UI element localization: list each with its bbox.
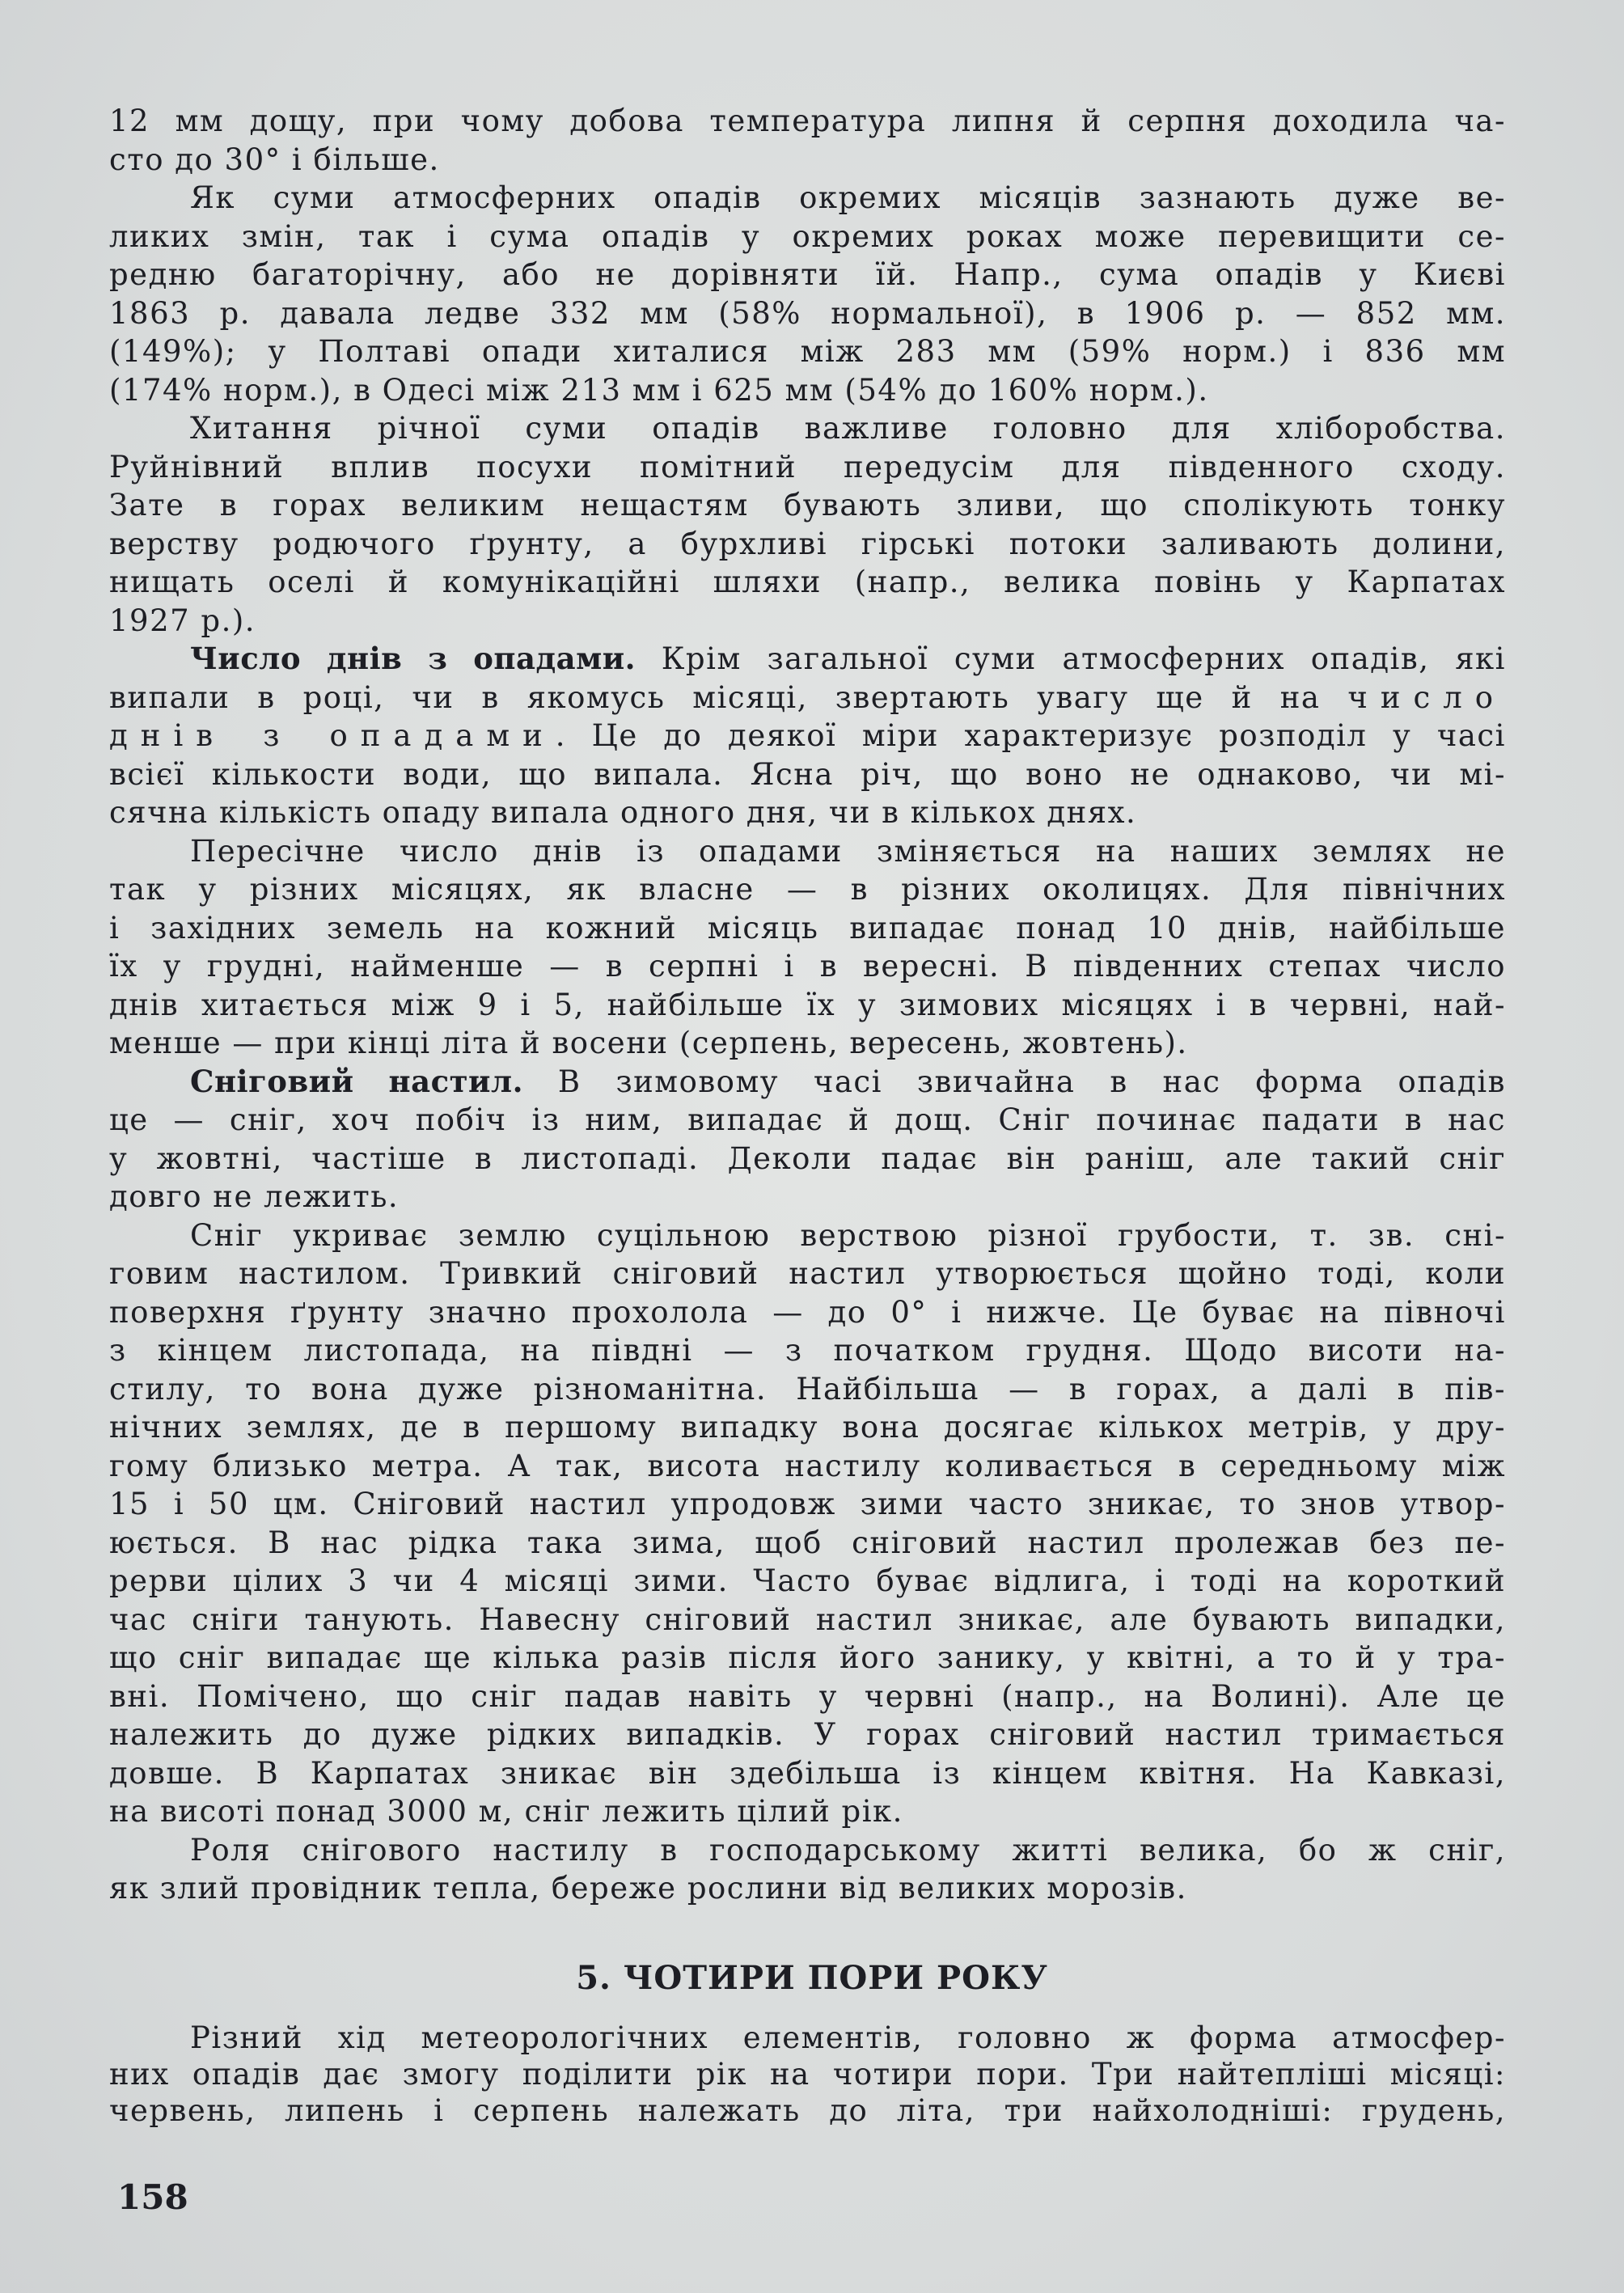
text-line xyxy=(109,717,1506,755)
text-line: їх у грудні, найменше — в серпні і в вересні. В південних степах число xyxy=(109,949,1506,984)
text-line: довго не лежить. xyxy=(109,1179,400,1214)
text-line: Руйнівний вплив посухи помітний передусім для південного сходу. xyxy=(109,449,1506,484)
page-number: 158 xyxy=(117,2177,188,2217)
text-line: час сніги танують. Навесну сніговий настил зникає, але бувають випадки, xyxy=(109,1601,1506,1637)
paragraph xyxy=(109,832,1506,1063)
text-line: Різний хід метеорологічних елементів, головно ж форма атмосфер- xyxy=(190,2020,1506,2055)
text-line: Сніг укриває землю суцільною верствою різної грубости, т. зв. сні- xyxy=(190,1217,1506,1253)
text-line: це — сніг, хоч побіч із ним, випадає й дощ. Сніг починає падати в нас xyxy=(109,1102,1506,1137)
text-run: В зимовому часі звичайна в нас форма опадів xyxy=(522,1064,1506,1099)
spaced-emphasis: число xyxy=(1347,679,1506,715)
text-line: так у різних місяцях, як власне — в різних околицях. Для північних xyxy=(109,872,1506,907)
text-line: і західних земель на кожний місяць випадає понад 10 днів, найбільше xyxy=(109,910,1506,946)
paragraph xyxy=(109,640,1506,832)
section-body-text xyxy=(109,2020,1506,2129)
text-run: . Це до деякої міри характеризує розподіл у часі xyxy=(555,718,1506,753)
section-heading: 5. ЧОТИРИ ПОРИ РОКУ xyxy=(576,1959,1048,1997)
text-line: Пересічне число днів із опадами зміняється на наших землях не xyxy=(190,833,1506,869)
text-line: 15 і 50 цм. Сніговий настил упродовж зими часто зникає, то знов утвор- xyxy=(109,1487,1506,1521)
text-line: з кінцем листопада, на півдні — з початком грудня. Щодо висоти на- xyxy=(109,1333,1506,1368)
text-line: говим настилом. Тривкий сніговий настил утворюється щойно тоді, коли xyxy=(109,1256,1506,1291)
text-line: (149%); у Полтаві опади хиталися між 283 мм (59% норм.) і 836 мм xyxy=(109,334,1506,369)
text-line: нищать оселі й комунікаційні шляхи (напр., велика повінь у Карпатах xyxy=(109,565,1506,599)
text-line xyxy=(109,679,1506,717)
text-line: довше. В Карпатах зникає він здебільша із кінцем квітня. На Кавказі, xyxy=(109,1755,1506,1791)
text-line: Хитання річної суми опадів важливе головно для хліборобства. xyxy=(190,411,1506,446)
text-line: на висоті понад 3000 м, сніг лежить цілий рік. xyxy=(109,1794,903,1829)
text-line: Як суми атмосферних опадів окремих місяців зазнають дуже ве- xyxy=(190,180,1506,215)
run-in-heading: Сніговий настил. xyxy=(190,1063,523,1099)
text-line: сто до 30° і більше. xyxy=(109,142,440,177)
paragraph xyxy=(109,2020,1506,2129)
text-line xyxy=(109,640,1506,679)
paragraph xyxy=(109,102,1506,179)
text-line: поверхня ґрунту значно прохолола — до 0° і нижче. Це буває на півночі xyxy=(109,1294,1506,1330)
text-line: нічних землях, де в першому випадку вона досягає кількох метрів, у дру- xyxy=(109,1410,1506,1445)
text-line: ликих змін, так і сума опадів у окремих роках може перевищити се- xyxy=(109,218,1506,254)
paragraph xyxy=(109,1216,1506,1831)
text-line: юється. В нас рідка така зима, щоб сніговий настил пролежав без пе- xyxy=(109,1525,1506,1560)
paragraph xyxy=(109,1831,1506,1908)
text-line: червень, липень і серпень належать до літа, три найхолодніші: грудень, xyxy=(109,2093,1506,2128)
text-line: гому близько метра. А так, висота настилу коливається в середньому між xyxy=(109,1448,1506,1483)
text-line xyxy=(109,1063,1506,1102)
text-line: 1863 р. давала ледве 332 мм (58% нормальної), в 1906 р. — 852 мм. xyxy=(109,295,1506,331)
text-line: у жовтні, частіше в листопаді. Деколи падає він раніш, але такий сніг xyxy=(109,1140,1506,1176)
body-text xyxy=(109,102,1506,1908)
text-run: випали в році, чи в якомусь місяці, звертають увагу ще й на xyxy=(109,679,1348,715)
text-line: 1927 р.). xyxy=(109,603,256,638)
text-line: стилу, то вона дуже різноманітна. Найбільша — в горах, а далі в пів- xyxy=(109,1371,1506,1407)
text-line: належить до дуже рідких випадків. У горах сніговий настил тримається xyxy=(109,1717,1506,1752)
text-line: Роля снігового настилу в господарському житті велика, бо ж сніг, xyxy=(190,1832,1506,1868)
paragraph xyxy=(109,409,1506,640)
text-line: днів хитається між 9 і 5, найбільше їх у зимових місяцях і в червні, най- xyxy=(109,987,1506,1022)
text-line: 12 мм дощу, при чому добова температура липня й серпня доходила ча- xyxy=(109,104,1506,138)
text-line: як злий провідник тепла, береже рослини від великих морозів. xyxy=(109,1871,1187,1906)
paragraph xyxy=(109,179,1506,409)
paragraph xyxy=(109,1063,1506,1216)
text-line: них опадів дає змогу поділити рік на чотири пори. Три найтепліші місяці: xyxy=(109,2057,1506,2092)
text-line: вні. Помічено, що сніг падав навіть у червні (напр., на Волині). Але це xyxy=(109,1678,1506,1714)
text-line: (174% норм.), в Одесі між 213 мм і 625 мм (54% до 160% норм.). xyxy=(109,372,1209,408)
text-line: редню багаторічну, або не дорівняти їй. Напр., сума опадів у Києві xyxy=(109,257,1506,292)
text-run: Крім загальної суми атмосферних опадів, які xyxy=(636,641,1507,676)
text-line: рерви цілих 3 чи 4 місяці зими. Часто буває відлига, і тоді на короткий xyxy=(109,1563,1506,1598)
spaced-emphasis: днів з опадами xyxy=(109,718,556,753)
text-line: верству родючого ґрунту, а бурхливі гірські потоки заливають долини, xyxy=(109,526,1506,561)
text-line: що сніг випадає ще кілька разів після його занику, у квітні, а то й у тра- xyxy=(109,1640,1506,1675)
text-line: сячна кількість опаду випала одного дня, чи в кількох днях. xyxy=(109,795,1137,830)
run-in-heading: Число днів з опадами. xyxy=(190,641,636,676)
text-line: всієї кількости води, що випала. Ясна річ, що воно не однаково, чи мі- xyxy=(109,756,1506,792)
text-line: Зате в горах великим нещастям бувають зливи, що сполікують тонку xyxy=(109,488,1506,522)
text-line: менше — при кінці літа й восени (серпень, вересень, жовтень). xyxy=(109,1026,1188,1060)
